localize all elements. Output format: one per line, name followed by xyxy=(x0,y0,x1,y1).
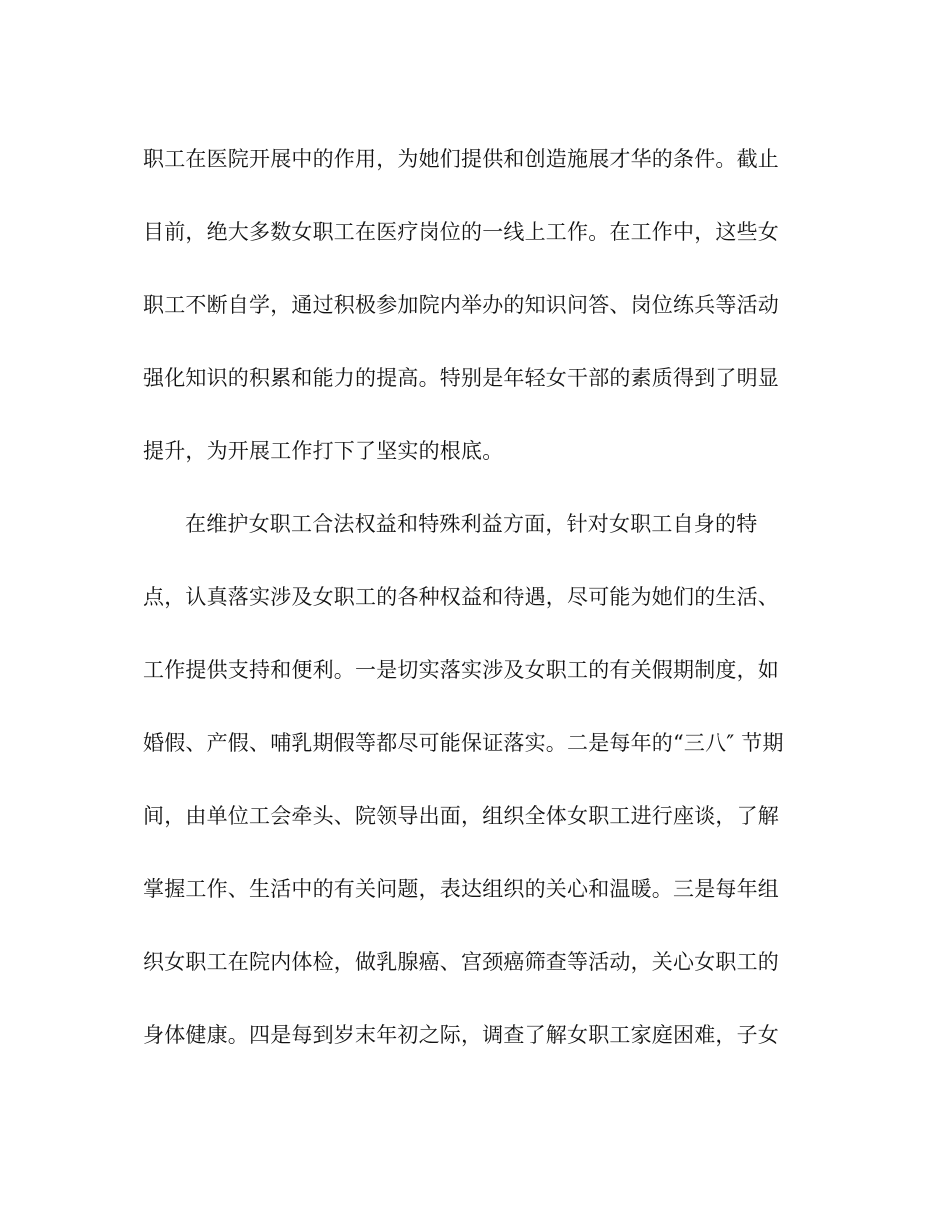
paragraph-start-line: 在维护女职工合法权益和特殊利益方面，针对女职工自身的特 xyxy=(185,512,758,536)
text-line: 点，认真落实涉及女职工的各种权益和待遇，尽可能为她们的生活、 xyxy=(143,585,779,609)
text-line: 织女职工在院内体检，做乳腺癌、宫颈癌筛查等活动，关心女职工的 xyxy=(143,950,779,974)
text-line: 婚假、产假、哺乳期假等都尽可能保证落实。二是每年的“三八″ 节期 xyxy=(143,731,784,755)
text-line: 间，由单位工会牵头、院领导出面，组织全体女职工进行座谈，了解 xyxy=(143,804,779,828)
text-line: 目前，绝大多数女职工在医疗岗位的一线上工作。在工作中，这些女 xyxy=(143,220,779,244)
text-line: 职工不断自学，通过积极参加院内举办的知识问答、岗位练兵等活动 xyxy=(143,293,779,317)
text-line: 强化知识的积累和能力的提高。特别是年轻女干部的素质得到了明显 xyxy=(143,366,779,390)
text-line: 提升，为开展工作打下了坚实的根底。 xyxy=(143,439,504,463)
text-line: 掌握工作、生活中的有关问题，表达组织的关心和温暖。三是每年组 xyxy=(143,877,779,901)
text-line: 身体健康。四是每到岁末年初之际，调查了解女职工家庭困难，子女 xyxy=(143,1023,779,1047)
body-text xyxy=(143,140,808,1089)
text-line: 工作提供支持和便利。一是切实落实涉及女职工的有关假期制度，如 xyxy=(143,658,779,682)
text-line: 职工在医院开展中的作用，为她们提供和创造施展才华的条件。截止 xyxy=(143,147,779,171)
